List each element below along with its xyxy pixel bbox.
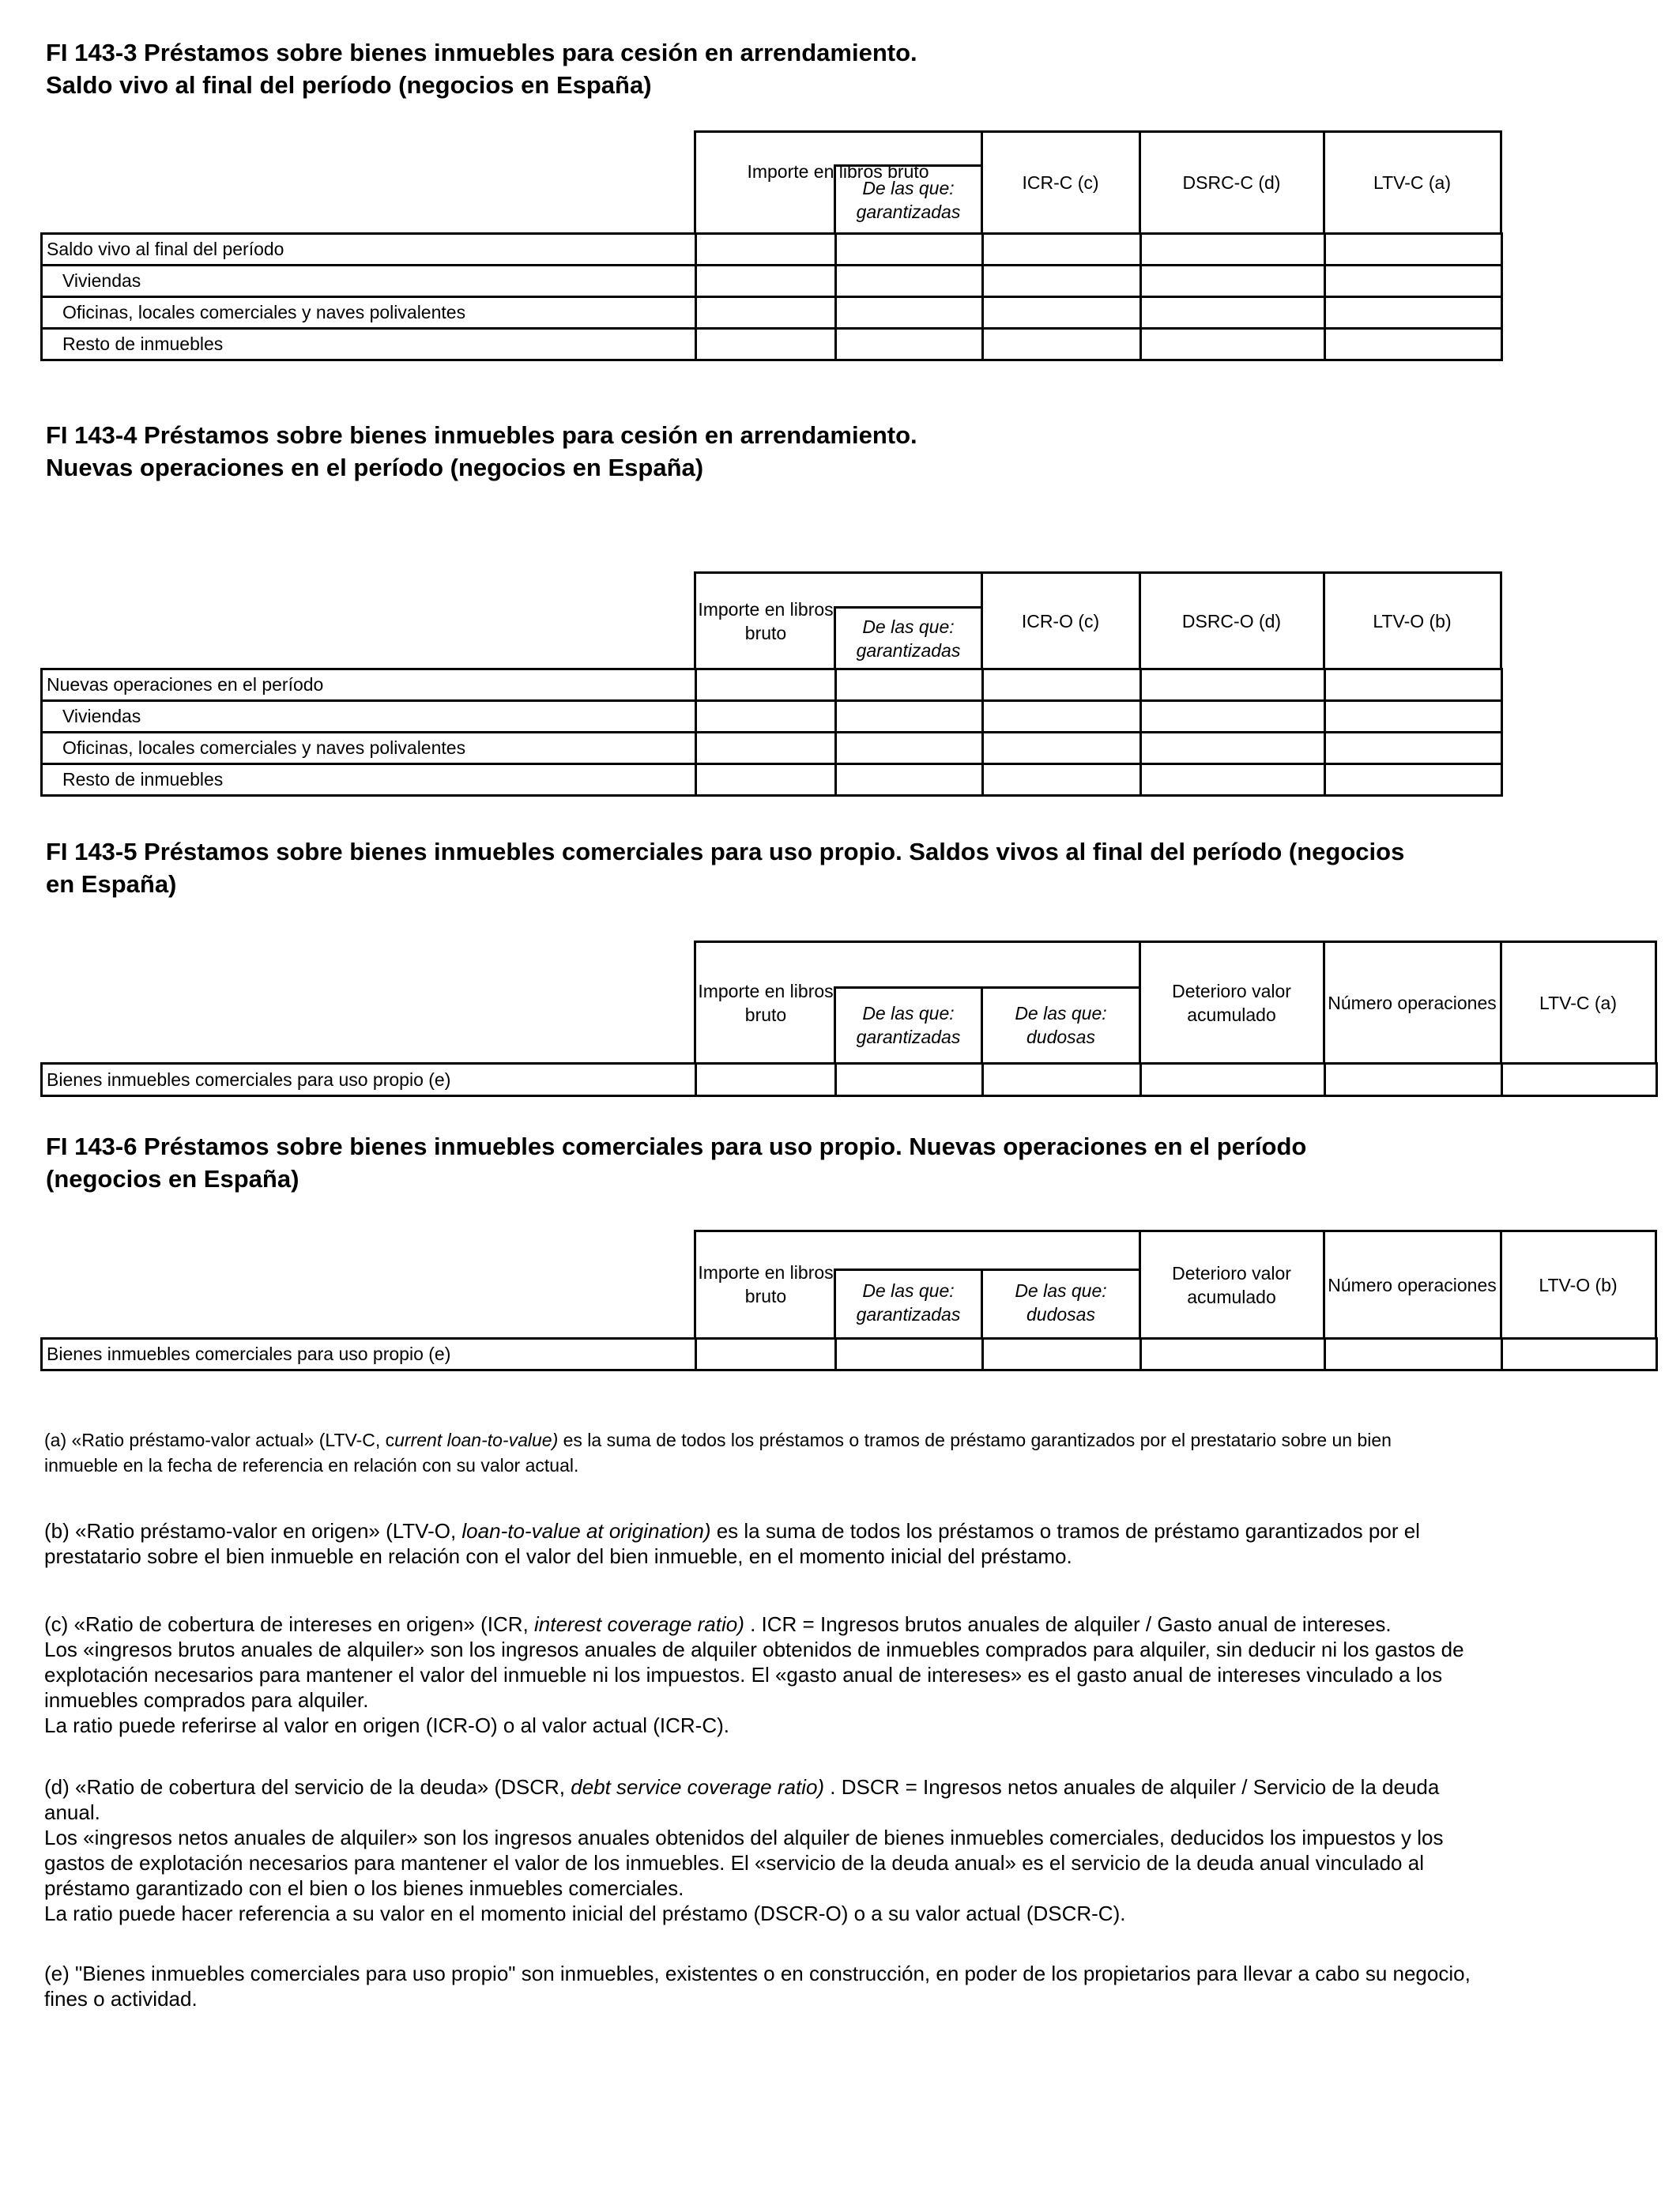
- header-ltv-o: LTV-O (b): [1324, 573, 1501, 669]
- cell-input[interactable]: [1141, 764, 1325, 796]
- cell-input[interactable]: [696, 1064, 836, 1096]
- cell-input[interactable]: [1325, 1064, 1502, 1096]
- cell-input[interactable]: [836, 234, 983, 266]
- cell-input[interactable]: [983, 266, 1141, 297]
- header-garantizadas: De las que: garantizadas: [834, 986, 983, 1062]
- table-fi-143-5-body: [40, 1062, 1658, 1097]
- cell-input[interactable]: [836, 701, 983, 733]
- cell-input[interactable]: [983, 669, 1141, 701]
- row-label: Bienes inmuebles comerciales para uso propio (e): [42, 1064, 696, 1096]
- footnote-b-post: es la suma de todos los préstamos o tramos de préstamo garantizados por el prestatario sobre el bien inmueble en relación con el valor del bien inmueble, en el momento inicial del préstamo.: [44, 1519, 1420, 1568]
- header-importe: Importe en libros bruto: [698, 981, 834, 1025]
- section-title-fi-143-5: [46, 835, 1404, 900]
- header-blank: [40, 573, 695, 669]
- table-fi-143-3: [40, 130, 1502, 235]
- header-dsrc-o: DSRC-O (d): [1139, 573, 1324, 669]
- table-fi-143-3-body: [40, 232, 1503, 361]
- cell-input[interactable]: [696, 297, 836, 329]
- title-line-1: FI 143-4 Préstamos sobre bienes inmuebles para cesión en arrendamiento.: [46, 421, 917, 449]
- cell-input[interactable]: [983, 764, 1141, 796]
- cell-input[interactable]: [836, 764, 983, 796]
- footnote-d-p3: La ratio puede hacer referencia a su valor en el momento inicial del préstamo (DSCR-O) o a su valor actual (DSCR-C).: [44, 1902, 1126, 1925]
- footnote-c-post: . ICR = Ingresos brutos anuales de alquiler / Gasto anual de intereses.: [744, 1612, 1392, 1636]
- footnote-a-text: [44, 1427, 1467, 1478]
- row-label: Saldo vivo al final del período: [42, 234, 696, 266]
- footnote-a-post: es la suma de todos los préstamos o tramos de préstamo garantizados por el prestatario sobre un bien inmueble en la fecha de referencia en relación con su valor actual.: [44, 1430, 1392, 1476]
- header-importe: Importe en libros bruto: [695, 132, 981, 234]
- title-line-1: FI 143-6 Préstamos sobre bienes inmuebles comerciales para uso propio. Nuevas operaciones en el período: [46, 1133, 1307, 1160]
- row-label: Nuevas operaciones en el período: [42, 669, 696, 701]
- section-title-fi-143-3: [46, 36, 917, 101]
- header-numero: Número operaciones: [1324, 942, 1501, 1064]
- footnote-a-pre: (a) «Ratio préstamo-valor actual» (LTV-C, c: [44, 1430, 395, 1450]
- table-fi-143-6-body: [40, 1337, 1658, 1371]
- cell-input[interactable]: [1325, 1339, 1502, 1370]
- cell-input[interactable]: [1325, 733, 1502, 764]
- footnote-d: [44, 1774, 1498, 1926]
- cell-input[interactable]: [1141, 733, 1325, 764]
- footnote-e: [44, 1961, 1498, 2011]
- cell-input[interactable]: [836, 1064, 983, 1096]
- header-dudosas: De las que: dudosas: [981, 986, 1141, 1062]
- title-line-2: Saldo vivo al final del período (negocios en España): [46, 71, 652, 99]
- cell-input[interactable]: [1141, 234, 1325, 266]
- cell-input[interactable]: [696, 266, 836, 297]
- header-blank: [40, 942, 695, 1064]
- footnote-c-em: interest coverage ratio): [533, 1612, 744, 1636]
- cell-input[interactable]: [1141, 701, 1325, 733]
- footnote-d-p2: Los «ingresos netos anuales de alquiler» son los ingresos anuales obtenidos del alquiler de bienes inmuebles comerciales, deducidos los impuestos y los gastos de explotación necesarios para mantener el valor de los inmuebles. El «servicio de la deuda anual» es el servicio de la deuda anual vinculado al préstamo garantizado con el bien o los bienes inmuebles comerciales.: [44, 1826, 1444, 1900]
- footnote-c-p2: Los «ingresos brutos anuales de alquiler» son los ingresos anuales de alquiler obtenidos de inmuebles comprados para alquiler, sin deducir ni los gastos de explotación necesarios para mantener el valor del inmueble ni los impuestos. El «gasto anual de intereses» es el gasto anual de intereses vinculado a los inmuebles comprados para alquiler.: [44, 1638, 1464, 1712]
- cell-input[interactable]: [836, 1339, 983, 1370]
- footnote-c-p3: La ratio puede referirse al valor en origen (ICR-O) o al valor actual (ICR-C).: [44, 1713, 730, 1737]
- footnote-a: [44, 1427, 1467, 1478]
- header-importe: Importe en libros bruto: [698, 1262, 834, 1306]
- title-line-2: Nuevas operaciones en el período (negocios en España): [46, 454, 704, 481]
- title-line-1: FI 143-3 Préstamos sobre bienes inmuebles para cesión en arrendamiento.: [46, 39, 917, 66]
- footnote-a-em: urrent loan-to-value): [394, 1430, 559, 1450]
- footnote-c-pre: (c) «Ratio de cobertura de intereses en origen» (ICR,: [44, 1612, 534, 1636]
- header-ltv-c: LTV-C (a): [1501, 942, 1656, 1064]
- cell-input[interactable]: [836, 329, 983, 360]
- cell-input[interactable]: [1325, 764, 1502, 796]
- header-blank: [40, 132, 695, 234]
- cell-input[interactable]: [1141, 329, 1325, 360]
- header-numero: Número operaciones: [1324, 1231, 1501, 1339]
- header-garantizadas: De las que: garantizadas: [834, 606, 981, 668]
- header-garantizadas: De las que: garantizadas: [834, 164, 981, 232]
- footnote-b-em: loan-to-value at origination): [461, 1519, 711, 1543]
- cell-input[interactable]: [836, 669, 983, 701]
- cell-input[interactable]: [1325, 669, 1502, 701]
- cell-input[interactable]: [1502, 1339, 1657, 1370]
- row-label: Resto de inmuebles: [42, 764, 696, 796]
- row-label: Bienes inmuebles comerciales para uso propio (e): [42, 1339, 696, 1370]
- title-line-2: (negocios en España): [46, 1165, 299, 1193]
- footnote-d-text: [44, 1774, 1498, 1825]
- cell-input[interactable]: [1141, 297, 1325, 329]
- footnote-e-text: (e) "Bienes inmuebles comerciales para uso propio" son inmuebles, existentes o en construcción, en poder de los propietarios para llevar a cabo su negocio, fines o actividad.: [44, 1962, 1471, 2011]
- title-line-1: FI 143-5 Préstamos sobre bienes inmuebles comerciales para uso propio. Saldos vivos al final del período (negocios: [46, 838, 1405, 865]
- title-line-2: en España): [46, 870, 177, 898]
- cell-input[interactable]: [1325, 297, 1502, 329]
- footnote-b-text: [44, 1518, 1498, 1569]
- cell-input[interactable]: [983, 297, 1141, 329]
- cell-input[interactable]: [836, 266, 983, 297]
- cell-input[interactable]: [696, 669, 836, 701]
- cell-input[interactable]: [696, 234, 836, 266]
- row-label: Oficinas, locales comerciales y naves polivalentes: [42, 733, 696, 764]
- cell-input[interactable]: [983, 1339, 1141, 1370]
- cell-input[interactable]: [983, 234, 1141, 266]
- table-fi-143-4: [40, 571, 1502, 670]
- row-label: Viviendas: [42, 266, 696, 297]
- cell-input[interactable]: [1325, 701, 1502, 733]
- header-dudosas: De las que: dudosas: [981, 1269, 1141, 1337]
- row-label: Resto de inmuebles: [42, 329, 696, 360]
- header-dsrc-c: DSRC-C (d): [1139, 132, 1324, 234]
- header-ltv-o: LTV-O (b): [1501, 1231, 1656, 1339]
- cell-input[interactable]: [696, 701, 836, 733]
- cell-input[interactable]: [983, 1064, 1141, 1096]
- cell-input[interactable]: [1325, 329, 1502, 360]
- cell-input[interactable]: [1325, 266, 1502, 297]
- footnote-b-pre: (b) «Ratio préstamo-valor en origen» (LTV-O,: [44, 1519, 462, 1543]
- row-label: Oficinas, locales comerciales y naves polivalentes: [42, 297, 696, 329]
- header-icr-c: ICR-C (c): [981, 132, 1139, 234]
- header-deterioro: Deterioro valor acumulado: [1139, 942, 1324, 1064]
- cell-input[interactable]: [836, 733, 983, 764]
- header-garantizadas: De las que: garantizadas: [834, 1269, 983, 1337]
- footnote-c-text: [44, 1612, 1498, 1637]
- header-importe: Importe en libros bruto: [698, 599, 834, 643]
- header-deterioro: Deterioro valor acumulado: [1139, 1231, 1324, 1339]
- footnote-c: [44, 1612, 1498, 1738]
- cell-input[interactable]: [1141, 669, 1325, 701]
- footnote-d-em: debt service coverage ratio): [571, 1775, 825, 1799]
- cell-input[interactable]: [983, 329, 1141, 360]
- cell-input[interactable]: [1141, 1339, 1325, 1370]
- cell-input[interactable]: [696, 1339, 836, 1370]
- section-title-fi-143-6: [46, 1130, 1306, 1195]
- header-icr-o: ICR-O (c): [981, 573, 1139, 669]
- cell-input[interactable]: [1502, 1064, 1657, 1096]
- cell-input[interactable]: [836, 297, 983, 329]
- cell-input[interactable]: [983, 733, 1141, 764]
- header-ltv-c: LTV-C (a): [1324, 132, 1501, 234]
- cell-input[interactable]: [1325, 234, 1502, 266]
- footnote-b: [44, 1518, 1498, 1569]
- cell-input[interactable]: [1141, 1064, 1325, 1096]
- table-fi-143-4-body: [40, 668, 1503, 797]
- cell-input[interactable]: [696, 733, 836, 764]
- row-label: Viviendas: [42, 701, 696, 733]
- cell-input[interactable]: [696, 329, 836, 360]
- cell-input[interactable]: [696, 764, 836, 796]
- cell-input[interactable]: [1141, 266, 1325, 297]
- cell-input[interactable]: [983, 701, 1141, 733]
- header-blank: [40, 1231, 695, 1339]
- footnote-d-pre: (d) «Ratio de cobertura del servicio de la deuda» (DSCR,: [44, 1775, 571, 1799]
- footnote-d-post: . DSCR = Ingresos netos anuales de alquiler / Servicio de la deuda anual.: [44, 1775, 1440, 1824]
- section-title-fi-143-4: [46, 419, 917, 484]
